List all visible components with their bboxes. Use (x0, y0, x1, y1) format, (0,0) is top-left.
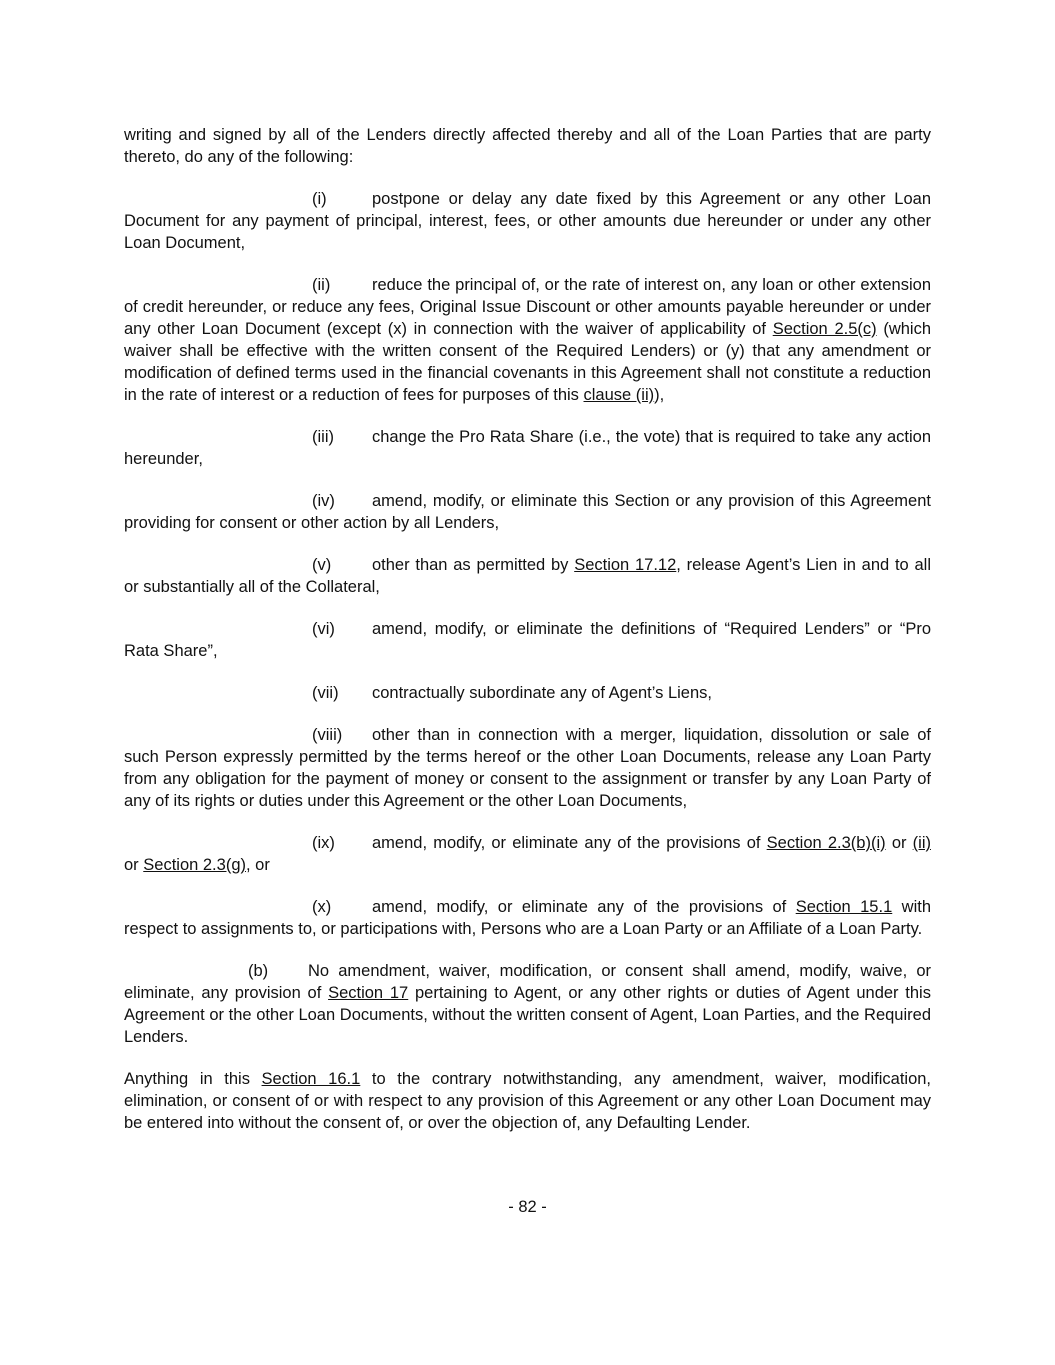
item-text: amend, modify, or eliminate this Section or any provision of this Agreement providing for consent or other action by all Lenders, (124, 492, 931, 532)
item-number: (x) (312, 898, 332, 916)
section-reference-link[interactable]: Section 16.1 (261, 1070, 361, 1088)
list-item-iv (124, 490, 931, 534)
closing-text: Anything in this (124, 1070, 262, 1088)
item-number: (iii) (312, 428, 334, 446)
item-text: other than as permitted by (372, 556, 575, 574)
list-item-v (124, 554, 931, 598)
list-item-ix (124, 832, 931, 876)
subsection-number: (b) (248, 962, 269, 980)
closing-text: to the contrary notwithstanding, any amendment, waiver, modification, elimination, or consent of or with respect to any provision of this Agreement or any other Loan Document may be entered into without the consent of, or over the objection of, any Defaulting Lender. (124, 1070, 932, 1132)
section-reference-link[interactable]: Section 2.5(c) (772, 320, 877, 338)
item-text: , or (246, 856, 270, 874)
item-number: (vii) (312, 684, 339, 702)
clause-reference-link[interactable]: clause (ii) (583, 386, 655, 404)
item-text: other than in connection with a merger, liquidation, dissolution or sale of such Person expressly permitted by the terms hereof or the other Loan Documents, release any Loan Party from any obligation for the payment of money or consent to the assignment or transfer by any Loan Party of any of its rights or duties under this Agreement or the other Loan Documents, (124, 726, 931, 810)
section-reference-link[interactable]: Section 17 (328, 984, 409, 1002)
subsection-text: No amendment, waiver, modification, or consent shall amend, modify, waive, or eliminate, any provision of (124, 962, 931, 1002)
list-item-viii (124, 724, 931, 812)
list-item-iii (124, 426, 931, 470)
item-number: (viii) (312, 726, 343, 744)
intro-paragraph: writing and signed by all of the Lenders directly affected thereby and all of the Loan Parties that are party thereto, do any of the following: (124, 126, 931, 166)
item-text: ), (654, 386, 665, 404)
document-body (124, 124, 931, 1154)
section-reference-link[interactable]: Section 2.3(g) (143, 856, 246, 874)
item-text: contractually subordinate any of Agent’s Liens, (372, 684, 712, 702)
list-item-vi (124, 618, 931, 662)
item-text: with respect to assignments to, or participations with, Persons who are a Loan Party or an Affiliate of a Loan Party. (124, 898, 931, 938)
list-item-i (124, 188, 931, 254)
list-item-ii (124, 274, 931, 406)
item-text: reduce the principal of, or the rate of interest on, any loan or other extension of credit hereunder, or reduce any fees, Original Issue Discount or other amounts payable hereunder or under any other Loan Document (except (x) in connection with the waiver of applicability of (124, 276, 931, 338)
subsection-text: pertaining to Agent, or any other rights or duties of Agent under this Agreement or the other Loan Documents, without the written consent of Agent, Loan Parties, and the Required Lenders. (124, 984, 931, 1046)
clause-reference-link[interactable]: (ii) (912, 834, 931, 852)
section-reference-link[interactable]: Section 15.1 (795, 898, 893, 916)
section-reference-link[interactable]: Section 2.3(b)(i) (766, 834, 886, 852)
list-item-vii (124, 682, 931, 704)
item-text: , release Agent’s Lien in and to all or substantially all of the Collateral, (124, 556, 931, 596)
item-number: (v) (312, 556, 332, 574)
item-number: (i) (312, 190, 327, 208)
subsection-b (124, 960, 931, 1048)
item-text: amend, modify, or eliminate any of the provisions of (372, 898, 796, 916)
item-text: or (885, 834, 913, 852)
closing-paragraph (124, 1068, 931, 1134)
item-text: postpone or delay any date fixed by this Agreement or any other Loan Document for any payment of principal, interest, fees, or other amounts due hereunder or under any other Loan Document, (124, 190, 931, 252)
item-number: (iv) (312, 492, 335, 510)
item-number: (vi) (312, 620, 335, 638)
item-text: change the Pro Rata Share (i.e., the vote) that is required to take any action hereunder, (124, 428, 931, 468)
item-text: or (124, 856, 144, 874)
page-number: - 82 - (508, 1198, 547, 1216)
list-item-x (124, 896, 931, 940)
section-reference-link[interactable]: Section 17.12 (574, 556, 677, 574)
item-text: (which waiver shall be effective with the written consent of the Required Lenders) or (y) that any amendment or modification of defined terms used in the financial covenants in this Agreement shall not constitute a reduction in the rate of interest or a reduction of fees for purposes of this (124, 320, 932, 404)
item-text: amend, modify, or eliminate any of the provisions of (372, 834, 767, 852)
item-number: (ii) (312, 276, 331, 294)
item-number: (ix) (312, 834, 335, 852)
item-text: amend, modify, or eliminate the definitions of “Required Lenders” or “Pro Rata Share”, (124, 620, 931, 660)
